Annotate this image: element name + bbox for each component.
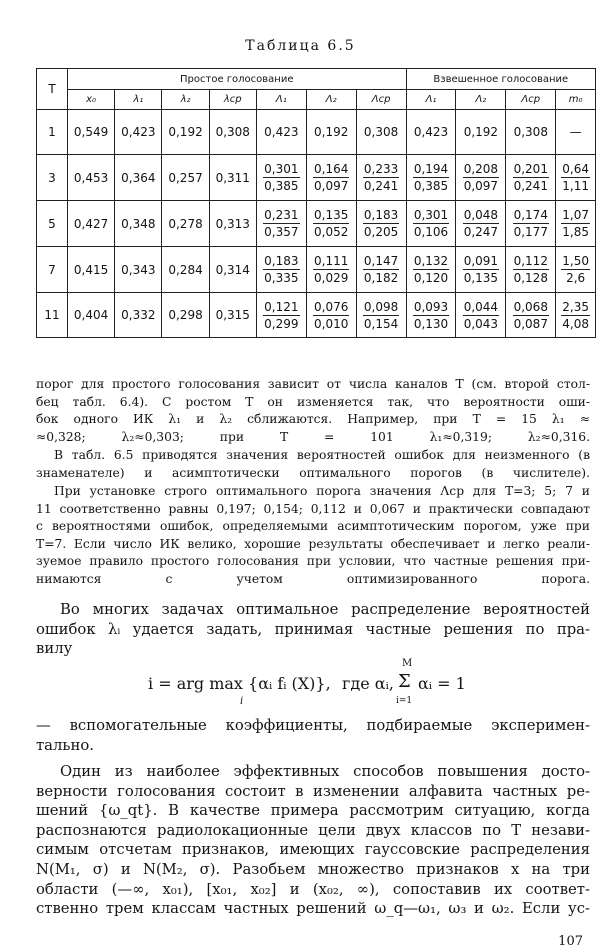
text-line: N(M₁, σ) и N(M₂, σ). Разобьем множество признаков x на три: [36, 860, 590, 878]
table-cell: [306, 293, 356, 338]
table-cell: [256, 155, 306, 201]
denominator-value: 0,247: [463, 225, 499, 239]
numerator-value: 0,132: [413, 254, 449, 268]
table-cell: 0,343: [115, 247, 162, 293]
numerator-value: 0,098: [363, 299, 399, 314]
fraction-stack: [463, 161, 499, 194]
text-line: нимаются с учетом оптимизированного порога.: [36, 571, 590, 586]
table-cell: [256, 293, 306, 338]
fraction-stack: [561, 253, 590, 286]
denominator-value: 1,85: [562, 225, 589, 239]
denominator-value: 0,128: [513, 271, 548, 285]
numerator-value: 0,068: [513, 299, 548, 314]
table-cell: [506, 293, 556, 338]
formula-mid: где αᵢ,: [342, 674, 394, 693]
fraction-stack: [363, 253, 399, 286]
fraction-stack: [363, 207, 399, 240]
column-header: Λср: [506, 90, 556, 110]
numerator-value: 0,111: [314, 254, 349, 268]
fraction-stack: [513, 161, 549, 194]
table-cell: 0,423: [406, 110, 456, 155]
text-line: тально.: [36, 736, 94, 754]
numerator-value: 0,174: [513, 208, 548, 222]
table-cell: 0,314: [209, 247, 256, 293]
table-caption: Таблица 6.5: [245, 38, 356, 54]
fraction-stack: [513, 207, 549, 240]
numerator-value: 0,301: [413, 208, 449, 222]
table-cell: [256, 247, 306, 293]
formula-rhs: αᵢ = 1: [418, 674, 466, 693]
table-cell: 0,298: [162, 293, 209, 338]
denominator-value: 0,135: [463, 271, 499, 285]
fraction-stack: [313, 253, 349, 286]
denominator-value: 0,177: [513, 225, 548, 239]
column-header: Λ₁: [406, 90, 456, 110]
numerator-value: 1,50: [562, 254, 589, 268]
table-cell: 0,348: [115, 201, 162, 247]
denominator-value: 0,385: [264, 179, 299, 193]
fraction-stack: [313, 161, 349, 194]
table-cell: 1: [37, 110, 68, 155]
fraction-stack: [513, 253, 549, 286]
table-cell: [306, 247, 356, 293]
table-cell: [406, 201, 456, 247]
fraction-stack: [263, 161, 299, 194]
table-row: [37, 293, 596, 338]
denominator-value: 0,029: [314, 271, 349, 285]
denominator-value: 0,241: [363, 179, 399, 193]
denominator-value: 0,087: [513, 316, 548, 331]
text-line: ошибок λᵢ удается задать, принимая частные решения по пра-: [36, 620, 590, 638]
numerator-value: 0,233: [363, 162, 399, 176]
fraction-stack: [313, 299, 349, 332]
numerator-value: 1,07: [562, 208, 589, 222]
column-header: λср: [209, 90, 256, 110]
fraction-stack: [263, 299, 299, 332]
table-cell: 0,332: [115, 293, 162, 338]
table-cell: [556, 155, 596, 201]
argmax-formula: [0, 658, 601, 710]
text-line: — вспомогательные коэффициенты, подбираемые эксперимен-: [36, 717, 590, 734]
table-cell: 0,549: [68, 110, 115, 155]
table-cell: 0,284: [162, 247, 209, 293]
fraction-stack: [463, 299, 499, 332]
text-line: T=7. Если число ИК велико, хорошие результаты обеспечивает и легко реали-: [36, 536, 590, 551]
table-cell: 0,278: [162, 201, 209, 247]
table-cell: 0,404: [68, 293, 115, 338]
numerator-value: 0,076: [314, 299, 349, 314]
fraction-stack: [363, 299, 399, 332]
formula-sum-top: M: [402, 658, 413, 669]
denominator-value: 0,385: [413, 179, 449, 193]
formula-sum-bottom: i=1: [396, 696, 413, 706]
table-subheader-row: [37, 90, 596, 110]
fraction-stack: [561, 161, 590, 194]
column-header: λ₂: [162, 90, 209, 110]
numerator-value: 0,044: [463, 299, 499, 314]
table-cell: [506, 201, 556, 247]
numerator-value: 0,64: [562, 162, 589, 176]
denominator-value: 0,154: [363, 316, 399, 331]
text-line: бок одного ИК λ₁ и λ₂ сближаются. Например, при T = 15 λ₁ ≈: [36, 412, 590, 427]
text-line: При установке строго оптимального порога значения Λср для T=3; 5; 7 и: [54, 484, 590, 498]
table-cell: 0,364: [115, 155, 162, 201]
fraction-stack: [463, 253, 499, 286]
text-line: Во многих задачах оптимальное распределение вероятностей: [60, 601, 590, 618]
table-cell: [356, 155, 406, 201]
table-cell: 0,308: [506, 110, 556, 155]
text-line: с вероятностями ошибок, определяемыми асимптотическим порогом, уже при: [36, 519, 590, 534]
table-cell: [356, 247, 406, 293]
text-line: ственно трем классам частных решений ω_q—ω₁, ω₃ и ω₂. Если ус-: [36, 900, 590, 918]
table-cell: [506, 155, 556, 201]
denominator-value: 2,6: [566, 271, 586, 285]
weighted-voting-header: Взвешенное голосование: [406, 69, 595, 90]
denominator-value: 0,335: [264, 271, 299, 285]
table-cell: 3: [37, 155, 68, 201]
paragraph-3: [36, 483, 590, 589]
table-cell: —: [556, 110, 596, 155]
table-cell: 0,415: [68, 247, 115, 293]
table-cell: [406, 247, 456, 293]
fraction-stack: [363, 161, 399, 194]
paragraph-2: [36, 447, 590, 482]
table-cell: [556, 201, 596, 247]
denominator-value: 0,106: [413, 225, 449, 239]
table-cell: [356, 293, 406, 338]
table-cell: 0,192: [456, 110, 506, 155]
text-line: вилу: [36, 640, 73, 658]
table-cell: 0,308: [356, 110, 406, 155]
table-cell: [556, 247, 596, 293]
table-cell: 0,192: [162, 110, 209, 155]
table-cell: 11: [37, 293, 68, 338]
column-header: x₀: [68, 90, 115, 110]
denominator-value: 1,11: [562, 179, 589, 193]
fraction-stack: [313, 207, 349, 240]
denominator-value: 0,052: [314, 225, 349, 239]
text-line: распознаются радиолокационные цели двух классов по T незави-: [36, 821, 590, 839]
fraction-stack: [561, 299, 590, 332]
formula-sum-sign: Σ: [398, 671, 411, 692]
table-group-header-row: [37, 69, 596, 90]
column-header: m₀: [556, 90, 596, 110]
numerator-value: 0,135: [314, 208, 349, 222]
denominator-value: 0,097: [314, 179, 349, 193]
paragraph-6: [36, 762, 590, 919]
text-line: верности голосования состоит в изменении алфавита частных ре-: [36, 782, 590, 800]
denominator-value: 0,241: [513, 179, 548, 193]
numerator-value: 0,201: [513, 162, 548, 176]
denominator-value: 0,097: [463, 179, 499, 193]
table-cell: [356, 201, 406, 247]
table-cell: [406, 155, 456, 201]
table-cell: 7: [37, 247, 68, 293]
formula-lhs: i = arg max {αᵢ fᵢ (X)},: [148, 674, 331, 693]
table-cell: 5: [37, 201, 68, 247]
numerator-value: 0,121: [264, 299, 299, 314]
fraction-stack: [263, 253, 299, 286]
denominator-value: 0,182: [363, 271, 399, 285]
denominator-value: 0,043: [463, 316, 499, 331]
numerator-value: 0,093: [413, 299, 449, 314]
table-cell: 0,423: [115, 110, 162, 155]
table-cell: [306, 155, 356, 201]
paragraph-5: [36, 716, 590, 755]
table-row: [37, 155, 596, 201]
simple-voting-header: Простое голосование: [68, 69, 407, 90]
table-cell: [406, 293, 456, 338]
denominator-value: 0,010: [314, 316, 349, 331]
text-line: 11 соответственно равны 0,197; 0,154; 0,112 и 0,067 и практически совпадают: [36, 501, 590, 516]
numerator-value: 0,183: [363, 208, 399, 222]
table-cell: 0,313: [209, 201, 256, 247]
text-line: Один из наиболее эффективных способов повышения досто-: [60, 763, 590, 780]
table-row: [37, 110, 596, 155]
table-row: [37, 247, 596, 293]
table-cell: 0,257: [162, 155, 209, 201]
table-cell: [456, 155, 506, 201]
fraction-stack: [463, 207, 499, 240]
numerator-value: 2,35: [562, 299, 589, 314]
table-cell: [456, 201, 506, 247]
text-line: порог для простого голосования зависит от числа каналов T (см. второй стол-: [36, 377, 590, 391]
table-cell: [306, 201, 356, 247]
numerator-value: 0,091: [463, 254, 499, 268]
column-header: λ₁: [115, 90, 162, 110]
fraction-stack: [413, 161, 449, 194]
table-cell: [456, 293, 506, 338]
table-6-5: [36, 68, 596, 338]
fraction-stack: [413, 299, 449, 332]
numerator-value: 0,208: [463, 162, 499, 176]
paragraph-1: [36, 376, 590, 446]
text-line: шений {ω_qt}. В качестве примера рассмотрим ситуацию, когда: [36, 802, 590, 820]
denominator-value: 0,299: [264, 316, 299, 331]
fraction-stack: [263, 207, 299, 240]
column-header: Λ₁: [256, 90, 306, 110]
fraction-stack: [561, 207, 590, 240]
text-line: зуемое правило простого голосования при условии, что частные решения при-: [36, 554, 590, 569]
text-line: В табл. 6.5 приводятся значения вероятностей ошибок для неизменного (в: [54, 448, 590, 462]
denominator-value: 0,130: [413, 316, 449, 331]
t-column-header: Т: [37, 69, 68, 110]
column-header: Λ₂: [456, 90, 506, 110]
numerator-value: 0,231: [264, 208, 299, 222]
text-line: ≈0,328; λ₂≈0,303; при T = 101 λ₁≈0,319; λ₂≈0,316.: [36, 429, 590, 444]
table-cell: 0,308: [209, 110, 256, 155]
text-line: знаменателе) и асимптотически оптимального порогов (в числителе).: [36, 465, 590, 480]
table-cell: [556, 293, 596, 338]
numerator-value: 0,112: [513, 254, 548, 268]
column-header: Λср: [356, 90, 406, 110]
table-cell: [506, 247, 556, 293]
page-number: 107: [558, 934, 583, 949]
table-cell: 0,311: [209, 155, 256, 201]
fraction-stack: [513, 299, 549, 332]
table-cell: [256, 201, 306, 247]
table-cell: 0,423: [256, 110, 306, 155]
table-cell: 0,453: [68, 155, 115, 201]
text-line: бец табл. 6.4). С ростом T он изменяется так, что вероятности оши-: [36, 394, 590, 409]
column-header: Λ₂: [306, 90, 356, 110]
table-cell: 0,315: [209, 293, 256, 338]
text-line: области (—∞, x₀₁), [x₀₁, x₀₂] и (x₀₂, ∞), сопоставив их соответ-: [36, 880, 590, 898]
denominator-value: 0,205: [363, 225, 399, 239]
paragraph-4: [36, 600, 590, 659]
table-cell: 0,427: [68, 201, 115, 247]
denominator-value: 0,357: [264, 225, 299, 239]
numerator-value: 0,048: [463, 208, 499, 222]
fraction-stack: [413, 253, 449, 286]
fraction-stack: [413, 207, 449, 240]
numerator-value: 0,194: [413, 162, 449, 176]
denominator-value: 4,08: [562, 316, 589, 331]
numerator-value: 0,183: [264, 254, 299, 268]
text-line: симым отсчетам признаков, имеющих гауссовские распределения: [36, 841, 590, 859]
numerator-value: 0,301: [264, 162, 299, 176]
denominator-value: 0,120: [413, 271, 449, 285]
table-cell: [456, 247, 506, 293]
formula-subscript: i: [240, 696, 244, 707]
numerator-value: 0,147: [363, 254, 399, 268]
table-row: [37, 201, 596, 247]
numerator-value: 0,164: [314, 162, 349, 176]
table-cell: 0,192: [306, 110, 356, 155]
